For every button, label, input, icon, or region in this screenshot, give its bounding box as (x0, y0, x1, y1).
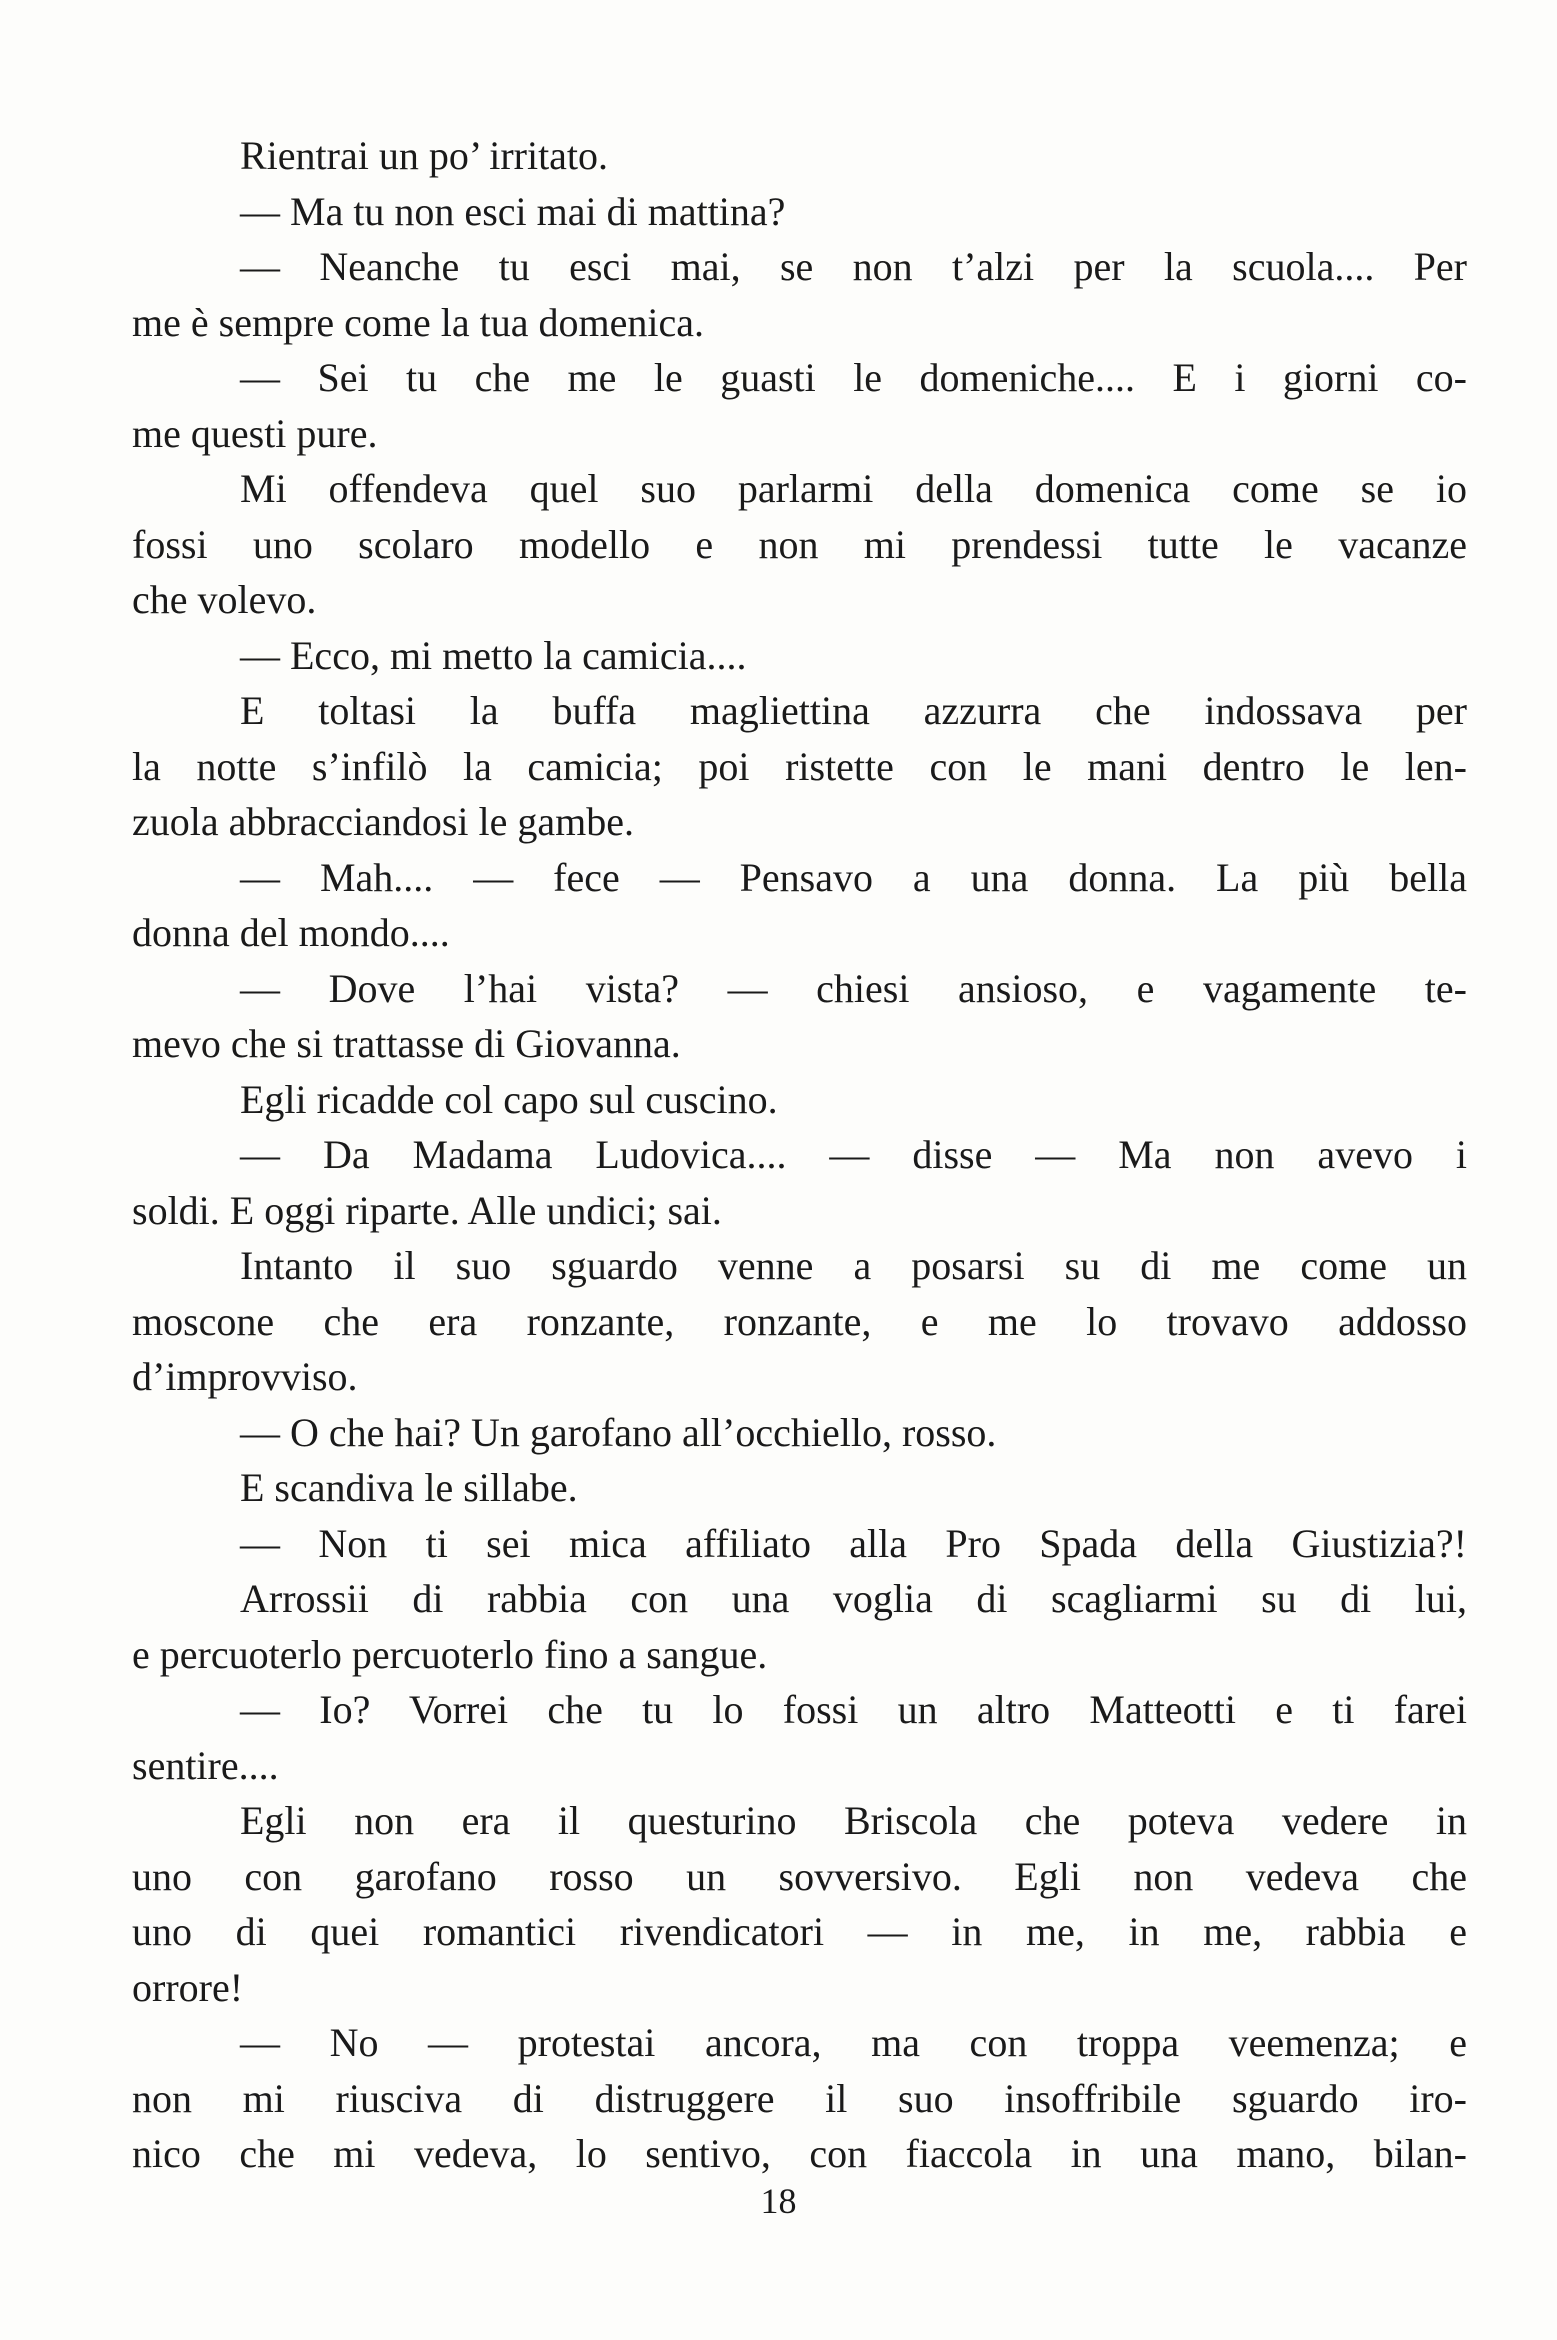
text-line: la notte s’infilò la camicia; poi ristette con le mani dentro le len- (132, 743, 1467, 789)
body-text (132, 128, 1467, 2182)
text-line: moscone che era ronzante, ronzante, e me lo trovavo addosso (132, 1298, 1467, 1344)
text-line: uno di quei romantici rivendicatori — in me, in me, rabbia e (132, 1909, 1467, 1954)
text-line: — Sei tu che me le guasti le domeniche.... E i giorni co- (240, 355, 1467, 400)
text-line: — Non ti sei mica affiliato alla Pro Spada della Giustizia?! (240, 1520, 1467, 1566)
text-line: Mi offendeva quel suo parlarmi della domenica come se io (240, 466, 1467, 511)
text-line: — Mah.... — fece — Pensavo a una donna. La più bella (240, 854, 1467, 900)
text-line: Egli non era il questurino Briscola che poteva vedere in (240, 1798, 1467, 1843)
page-number: 18 (760, 2181, 797, 2221)
text-line: che volevo. (132, 577, 317, 622)
text-line: non mi riusciva di distruggere il suo insoffribile sguardo iro- (132, 2075, 1467, 2121)
text-line: e percuoterlo percuoterlo fino a sangue. (132, 1631, 768, 1677)
text-line: zuola abbracciandosi le gambe. (132, 799, 634, 844)
text-line: — Dove l’hai vista? — chiesi ansioso, e vagamente te- (240, 965, 1467, 1011)
text-line: uno con garofano rosso un sovversivo. Egli non vedeva che (132, 1853, 1467, 1899)
text-line: nico che mi vedeva, lo sentivo, con fiaccola in una mano, bilan- (132, 2131, 1467, 2176)
text-line: — No — protestai ancora, ma con troppa veemenza; e (240, 2020, 1467, 2065)
text-line: mevo che si trattasse di Giovanna. (132, 1021, 681, 1066)
text-line: Rientrai un po’ irritato. (240, 133, 609, 178)
text-line: — Io? Vorrei che tu lo fossi un altro Matteotti e ti farei (240, 1687, 1467, 1732)
text-line: — Da Madama Ludovica.... — disse — Ma non avevo i (240, 1132, 1467, 1177)
text-line: me questi pure. (132, 410, 378, 456)
text-line: Intanto il suo sguardo venne a posarsi su di me come un (240, 1243, 1467, 1288)
text-line: d’improvviso. (132, 1354, 358, 1399)
text-line: — Ecco, mi metto la camicia.... (240, 632, 747, 678)
text-line: Arrossii di rabbia con una voglia di scagliarmi su di lui, (240, 1576, 1467, 1621)
text-line: soldi. E oggi riparte. Alle undici; sai. (132, 1187, 722, 1233)
text-line: E toltasi la buffa magliettina azzurra che indossava per (240, 688, 1467, 733)
text-line: Egli ricadde col capo sul cuscino. (240, 1076, 778, 1122)
text-line: fossi uno scolaro modello e non mi prendessi tutte le vacanze (132, 521, 1467, 567)
text-line: — O che hai? Un garofano all’occhiello, rosso. (240, 1409, 997, 1455)
text-line: me è sempre come la tua domenica. (132, 299, 704, 345)
text-line: — Ma tu non esci mai di mattina? (240, 188, 786, 234)
text-line: donna del mondo.... (132, 910, 450, 955)
text-line: sentire.... (132, 1742, 279, 1788)
text-line: — Neanche tu esci mai, se non t’alzi per la scuola.... Per (240, 244, 1467, 289)
text-line: orrore! (132, 1964, 244, 2010)
text-line: E scandiva le sillabe. (240, 1465, 578, 1510)
